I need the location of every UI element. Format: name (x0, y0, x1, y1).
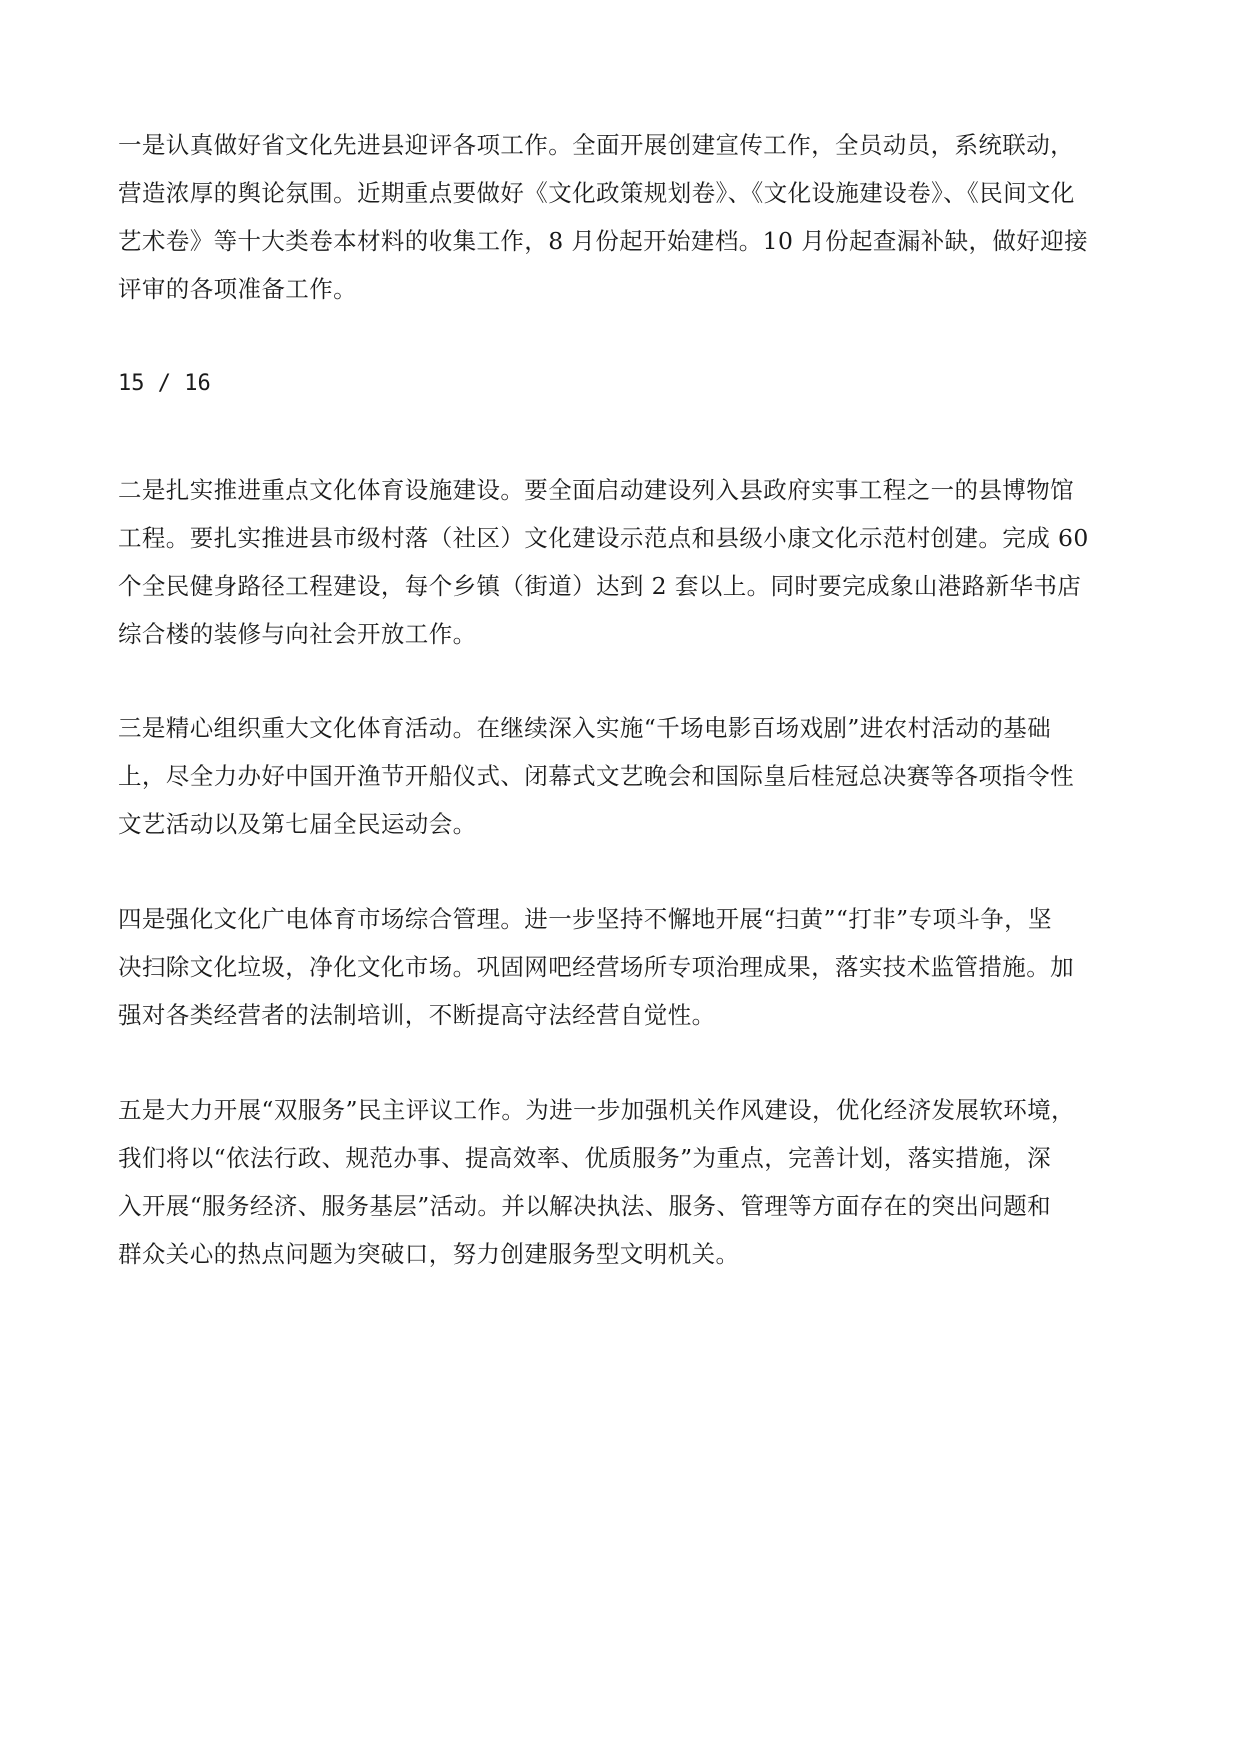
paragraph-line: 一是认真做好省文化先进县迎评各项工作。全面开展创建宣传工作，全员动员，系统联动， (118, 131, 1074, 159)
paragraph-line: 评审的各项准备工作。 (118, 275, 357, 303)
paragraph-line: 群众关心的热点问题为突破口，努力创建服务型文明机关。 (118, 1240, 740, 1268)
paragraph-line: 艺术卷》等十大类卷本材料的收集工作，8 月份起开始建档。10 月份起查漏补缺，做好迎接 (118, 227, 1088, 255)
paragraph-line: 综合楼的装修与向社会开放工作。 (118, 620, 477, 648)
paragraph-5 (118, 1086, 1128, 1278)
paragraph-line: 工程。要扎实推进县市级村落（社区）文化建设示范点和县级小康文化示范村创建。完成 60 (118, 524, 1089, 552)
paragraph-2 (118, 466, 1128, 658)
paragraph-line: 个全民健身路径工程建设，每个乡镇（街道）达到 2 套以上。同时要完成象山港路新华书店 (118, 572, 1082, 600)
paragraph-line: 三是精心组织重大文化体育活动。在继续深入实施“千场电影百场戏剧”进农村活动的基础 (118, 714, 1052, 742)
paragraph-line: 上，尽全力办好中国开渔节开船仪式、闭幕式文艺晚会和国际皇后桂冠总决赛等各项指令性 (118, 762, 1074, 790)
paragraph-1 (118, 121, 1128, 313)
paragraph-line: 四是强化文化广电体育市场综合管理。进一步坚持不懈地开展“扫黄”“打非”专项斗争，坚 (118, 905, 1052, 933)
paragraph-4 (118, 895, 1128, 1039)
paragraph-line: 五是大力开展“双服务”民主评议工作。为进一步加强机关作风建设，优化经济发展软环境， (118, 1096, 1075, 1124)
paragraph-line: 我们将以“依法行政、规范办事、提高效率、优质服务”为重点，完善计划，落实措施，深 (118, 1144, 1052, 1172)
paragraph-line: 入开展“服务经济、服务基层”活动。并以解决执法、服务、管理等方面存在的突出问题和 (118, 1192, 1052, 1220)
page-number: 15 / 16 (118, 371, 211, 396)
paragraph-line: 二是扎实推进重点文化体育设施建设。要全面启动建设列入县政府实事工程之一的县博物馆 (118, 476, 1074, 504)
paragraph-3 (118, 704, 1128, 848)
paragraph-line: 强对各类经营者的法制培训，不断提高守法经营自觉性。 (118, 1001, 716, 1029)
paragraph-line: 营造浓厚的舆论氛围。近期重点要做好《文化政策规划卷》、《文化设施建设卷》、《民间文化 (118, 179, 1075, 207)
paragraph-line: 决扫除文化垃圾，净化文化市场。巩固网吧经营场所专项治理成果，落实技术监管措施。加 (118, 953, 1074, 981)
paragraph-line: 文艺活动以及第七届全民运动会。 (118, 810, 477, 838)
